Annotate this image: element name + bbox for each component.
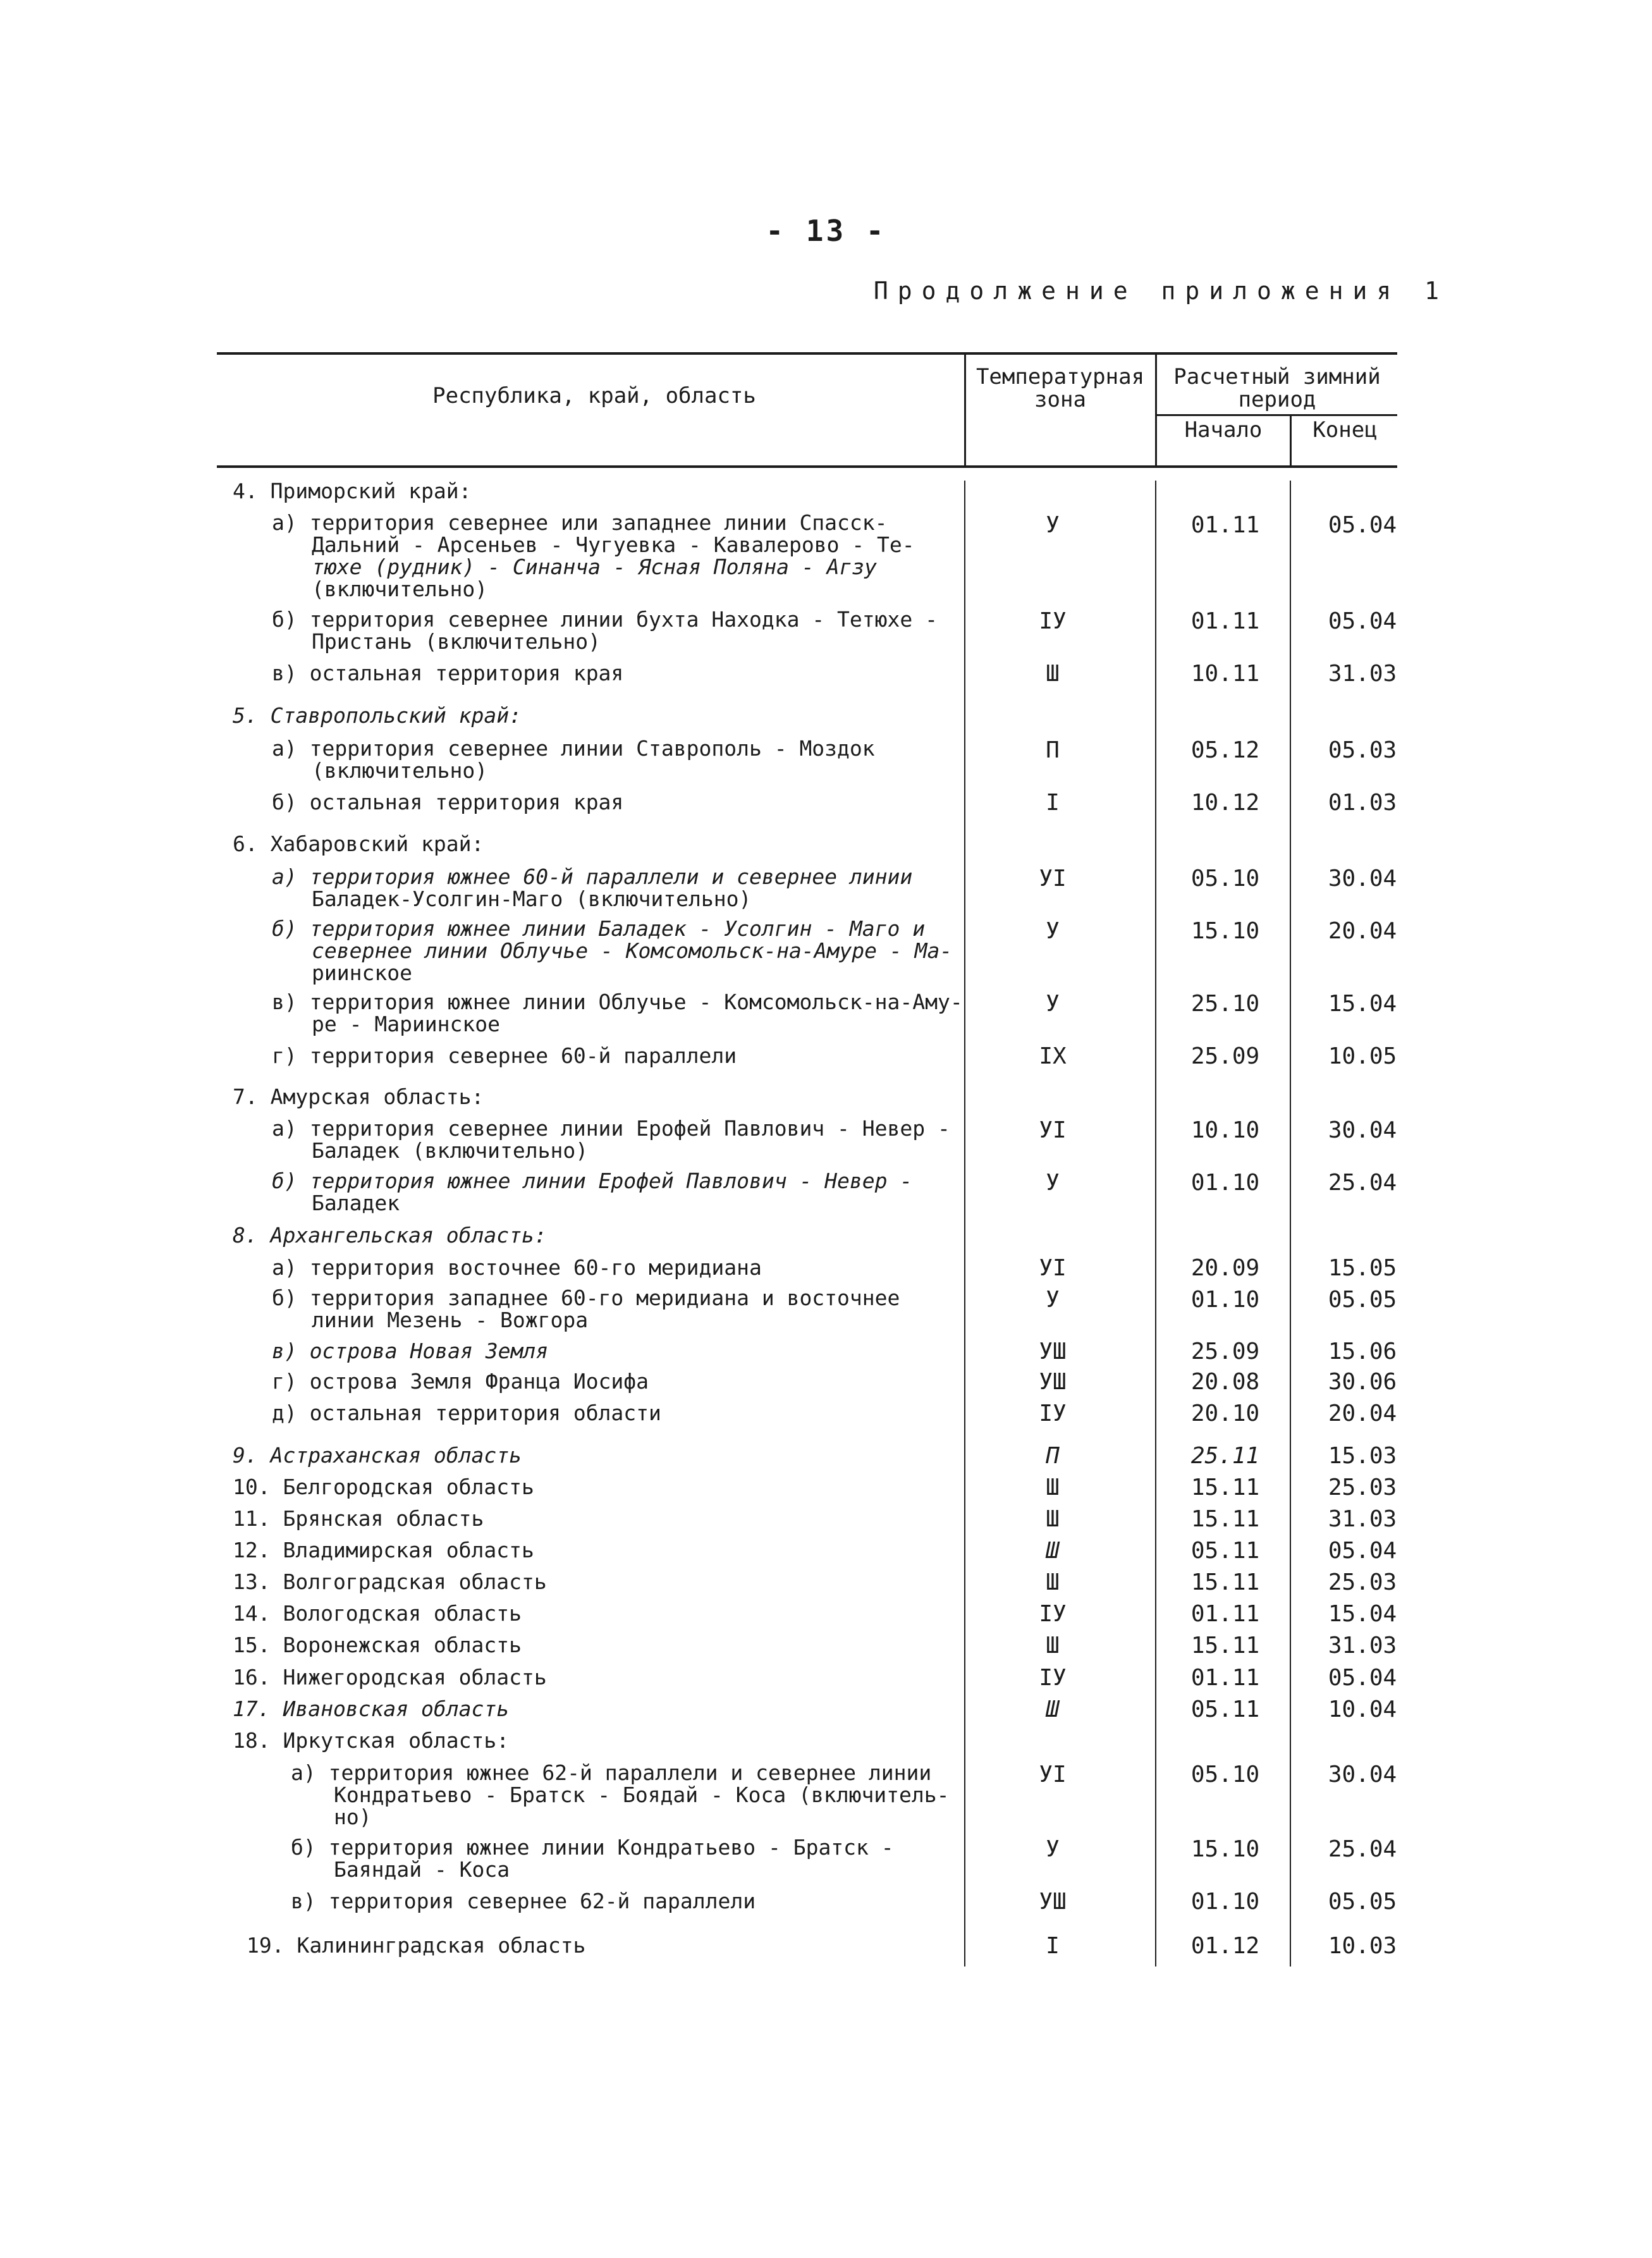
body-divider-2 bbox=[1155, 481, 1156, 1967]
end-cell: 20.04 bbox=[1328, 1401, 1397, 1427]
table-row: а) территория южнее 62-й параллели и севернее линии bbox=[291, 1760, 932, 1785]
table-row: 4. Приморский край: bbox=[233, 479, 472, 503]
end-cell: 15.03 bbox=[1328, 1443, 1397, 1469]
header-zone: Температурная зона bbox=[976, 364, 1145, 412]
start-cell: 05.11 bbox=[1190, 1538, 1260, 1564]
table-row: 6. Хабаровский край: bbox=[233, 831, 484, 856]
table-row: 7. Амурская область: bbox=[233, 1084, 484, 1109]
start-cell: 01.10 bbox=[1190, 1170, 1260, 1196]
header-end: Конец bbox=[1312, 417, 1378, 443]
start-cell: 05.11 bbox=[1190, 1697, 1260, 1722]
table-row: 11. Брянская область bbox=[233, 1506, 484, 1531]
body-divider-1 bbox=[964, 481, 965, 1967]
zone-cell: УI bbox=[1039, 866, 1067, 892]
table-row: 14. Вологодская область bbox=[233, 1601, 522, 1626]
start-cell: 05.10 bbox=[1190, 1762, 1260, 1788]
start-cell: 20.09 bbox=[1190, 1255, 1260, 1281]
start-cell: 10.11 bbox=[1190, 661, 1260, 687]
end-cell: 30.04 bbox=[1328, 1762, 1397, 1788]
start-cell: 15.11 bbox=[1190, 1475, 1260, 1500]
table-row: б) территория западнее 60-го меридиана и восточнее bbox=[272, 1285, 900, 1310]
start-cell: 01.10 bbox=[1190, 1889, 1260, 1915]
table-row: а) территория восточнее 60-го меридиана bbox=[272, 1255, 762, 1280]
table-row-cont: тюхе (рудник) - Синанча - Ясная Поляна - Агзу bbox=[312, 555, 878, 579]
table-row-cont: риинское bbox=[312, 960, 412, 985]
header-bottom-rule bbox=[217, 465, 1397, 468]
end-cell: 31.03 bbox=[1328, 661, 1397, 687]
zone-cell: IУ bbox=[1039, 1665, 1067, 1691]
zone-cell: Ш bbox=[1046, 1633, 1060, 1659]
zone-cell: УШ bbox=[1039, 1889, 1067, 1915]
table-row-cont: Дальний - Арсеньев - Чугуевка - Кавалерово - Те- bbox=[312, 532, 915, 557]
start-cell: 01.11 bbox=[1190, 608, 1260, 634]
table-row: 10. Белгородская область bbox=[233, 1475, 534, 1499]
start-cell: 15.11 bbox=[1190, 1633, 1260, 1659]
end-cell: 25.04 bbox=[1328, 1170, 1397, 1196]
zone-cell: Ш bbox=[1046, 1538, 1060, 1564]
end-cell: 15.06 bbox=[1328, 1339, 1397, 1365]
table-row: 17. Ивановская область bbox=[233, 1697, 510, 1721]
zone-cell: IУ bbox=[1039, 1601, 1067, 1627]
zone-cell: Ш bbox=[1046, 1506, 1060, 1532]
start-cell: 15.11 bbox=[1190, 1569, 1260, 1595]
zone-cell: I bbox=[1046, 790, 1060, 816]
start-cell: 05.10 bbox=[1190, 866, 1260, 892]
end-cell: 30.04 bbox=[1328, 866, 1397, 892]
table-row: 19. Калининградская область bbox=[247, 1933, 586, 1958]
table-row-cont: но) bbox=[334, 1805, 372, 1829]
start-cell: 25.09 bbox=[1190, 1339, 1260, 1365]
end-cell: 25.03 bbox=[1328, 1569, 1397, 1595]
table-row: 15. Воронежская область bbox=[233, 1633, 522, 1657]
end-cell: 05.04 bbox=[1328, 1665, 1397, 1691]
start-cell: 25.09 bbox=[1190, 1043, 1260, 1069]
table-row: 9. Астраханская область bbox=[233, 1443, 522, 1468]
table-row: а) территория севернее линии Ерофей Павлович - Невер - bbox=[272, 1116, 950, 1141]
table-row-cont: ре - Мариинское bbox=[312, 1012, 501, 1036]
end-cell: 25.04 bbox=[1328, 1836, 1397, 1862]
table-row-cont: севернее линии Облучье - Комсомольск-на-Амуре - Ма- bbox=[312, 938, 953, 963]
table-row: в) территория севернее 62-й параллели bbox=[291, 1889, 756, 1913]
end-cell: 15.05 bbox=[1328, 1255, 1397, 1281]
table-row: г) острова Земля Франца Иосифа bbox=[272, 1369, 649, 1394]
table-row: г) территория севернее 60-й параллели bbox=[272, 1043, 737, 1068]
header-divider-2 bbox=[1155, 352, 1157, 466]
end-cell: 01.03 bbox=[1328, 790, 1397, 816]
end-cell: 05.05 bbox=[1328, 1287, 1397, 1313]
zone-cell: У bbox=[1046, 1836, 1060, 1862]
start-cell: 10.10 bbox=[1190, 1117, 1260, 1143]
end-cell: 05.04 bbox=[1328, 1538, 1397, 1564]
table-row: 12. Владимирская область bbox=[233, 1538, 534, 1562]
start-cell: 01.11 bbox=[1190, 512, 1260, 538]
end-cell: 05.04 bbox=[1328, 512, 1397, 538]
zone-cell: УШ bbox=[1039, 1369, 1067, 1395]
table-row: б) территория южнее линии Баладек - Усолгин - Маго и bbox=[272, 916, 926, 941]
zone-cell: I bbox=[1046, 1933, 1060, 1959]
body-divider-3 bbox=[1290, 481, 1291, 1967]
table-row: б) территория южнее линии Кондратьево - Братск - bbox=[291, 1835, 894, 1860]
table-row-cont: Баяндай - Коса bbox=[334, 1857, 510, 1882]
page-number: - 13 - bbox=[766, 214, 886, 248]
end-cell: 25.03 bbox=[1328, 1475, 1397, 1500]
start-cell: 01.12 bbox=[1190, 1933, 1260, 1959]
start-cell: 01.11 bbox=[1190, 1601, 1260, 1627]
table-top-rule bbox=[217, 352, 1397, 355]
zone-cell: Ш bbox=[1046, 1697, 1060, 1722]
table-row: а) территория севернее линии Ставрополь - Моздок bbox=[272, 736, 875, 761]
zone-cell: У bbox=[1046, 1170, 1060, 1196]
zone-cell: П bbox=[1046, 1443, 1060, 1469]
table-row: в) остальная территория края bbox=[272, 661, 624, 685]
table-row-cont: Баладек-Усолгин-Маго (включительно) bbox=[312, 887, 752, 911]
zone-cell: IX bbox=[1039, 1043, 1067, 1069]
zone-cell: Ш bbox=[1046, 661, 1060, 687]
start-cell: 10.12 bbox=[1190, 790, 1260, 816]
period-subheader-rule bbox=[1155, 414, 1397, 416]
start-cell: 01.10 bbox=[1190, 1287, 1260, 1313]
zone-cell: УI bbox=[1039, 1117, 1067, 1143]
table-row: б) территория севернее линии бухта Находка - Тетюхе - bbox=[272, 607, 938, 632]
start-cell: 20.10 bbox=[1190, 1401, 1260, 1427]
zone-cell: П bbox=[1046, 737, 1060, 763]
zone-cell: IУ bbox=[1039, 1401, 1067, 1427]
table-row: 13. Волгоградская область bbox=[233, 1569, 547, 1594]
zone-cell: УI bbox=[1039, 1255, 1067, 1281]
table-row: б) территория южнее линии Ерофей Павлович - Невер - bbox=[272, 1169, 913, 1193]
end-cell: 30.06 bbox=[1328, 1369, 1397, 1395]
table-row: б) остальная территория края bbox=[272, 790, 624, 814]
table-row: 16. Нижегородская область bbox=[233, 1665, 547, 1690]
end-cell: 10.03 bbox=[1328, 1933, 1397, 1959]
end-cell: 30.04 bbox=[1328, 1117, 1397, 1143]
table-row: 8. Архангельская область: bbox=[233, 1223, 547, 1248]
header-divider-3 bbox=[1290, 414, 1292, 466]
end-cell: 10.05 bbox=[1328, 1043, 1397, 1069]
table-row: в) территория южнее линии Облучье - Комсомольск-на-Аму- bbox=[272, 990, 963, 1014]
zone-cell: Ш bbox=[1046, 1569, 1060, 1595]
end-cell: 20.04 bbox=[1328, 918, 1397, 944]
start-cell: 25.11 bbox=[1190, 1443, 1260, 1469]
header-divider-1 bbox=[964, 352, 966, 466]
table-row: 5. Ставропольский край: bbox=[233, 703, 522, 728]
zone-cell: У bbox=[1046, 1287, 1060, 1313]
table-row-cont: линии Мезень - Вожгора bbox=[312, 1308, 589, 1332]
end-cell: 10.04 bbox=[1328, 1697, 1397, 1722]
end-cell: 05.03 bbox=[1328, 737, 1397, 763]
table-row-cont: (включительно) bbox=[312, 758, 488, 783]
table-row-cont: Пристань (включительно) bbox=[312, 629, 601, 654]
zone-cell: IУ bbox=[1039, 608, 1067, 634]
end-cell: 15.04 bbox=[1328, 1601, 1397, 1627]
end-cell: 15.04 bbox=[1328, 991, 1397, 1017]
start-cell: 15.11 bbox=[1190, 1506, 1260, 1532]
table-row-cont: Баладек bbox=[312, 1191, 400, 1215]
table-row: д) остальная территория области bbox=[272, 1401, 661, 1425]
zone-cell: Ш bbox=[1046, 1475, 1060, 1500]
start-cell: 15.10 bbox=[1190, 1836, 1260, 1862]
zone-cell: УШ bbox=[1039, 1339, 1067, 1365]
start-cell: 05.12 bbox=[1190, 737, 1260, 763]
table-row-cont: Кондратьево - Братск - Боядай - Коса (включитель- bbox=[334, 1782, 950, 1807]
table-row: 18. Иркутская область: bbox=[233, 1728, 510, 1753]
end-cell: 31.03 bbox=[1328, 1506, 1397, 1532]
start-cell: 01.11 bbox=[1190, 1665, 1260, 1691]
header-start: Начало bbox=[1184, 417, 1263, 443]
table-row: а) территория севернее или западнее линии Спасск- bbox=[272, 510, 888, 535]
zone-cell: УI bbox=[1039, 1762, 1067, 1788]
end-cell: 31.03 bbox=[1328, 1633, 1397, 1659]
start-cell: 20.08 bbox=[1190, 1369, 1260, 1395]
end-cell: 05.05 bbox=[1328, 1889, 1397, 1915]
start-cell: 15.10 bbox=[1190, 918, 1260, 944]
table-row-cont: Баладек (включительно) bbox=[312, 1138, 589, 1163]
table-row: а) территория южнее 60-й параллели и севернее линии bbox=[272, 864, 913, 889]
continuation-title: Продолжение приложения 1 bbox=[873, 277, 1448, 305]
table-row: в) острова Новая Земля bbox=[272, 1339, 549, 1363]
zone-cell: У bbox=[1046, 918, 1060, 944]
zone-cell: У bbox=[1046, 512, 1060, 538]
zone-cell: У bbox=[1046, 991, 1060, 1017]
header-period: Расчетный зимний период bbox=[1173, 364, 1381, 412]
header-region: Республика, край, область bbox=[432, 383, 756, 408]
end-cell: 05.04 bbox=[1328, 608, 1397, 634]
table-row-cont: (включительно) bbox=[312, 577, 488, 601]
start-cell: 25.10 bbox=[1190, 991, 1260, 1017]
